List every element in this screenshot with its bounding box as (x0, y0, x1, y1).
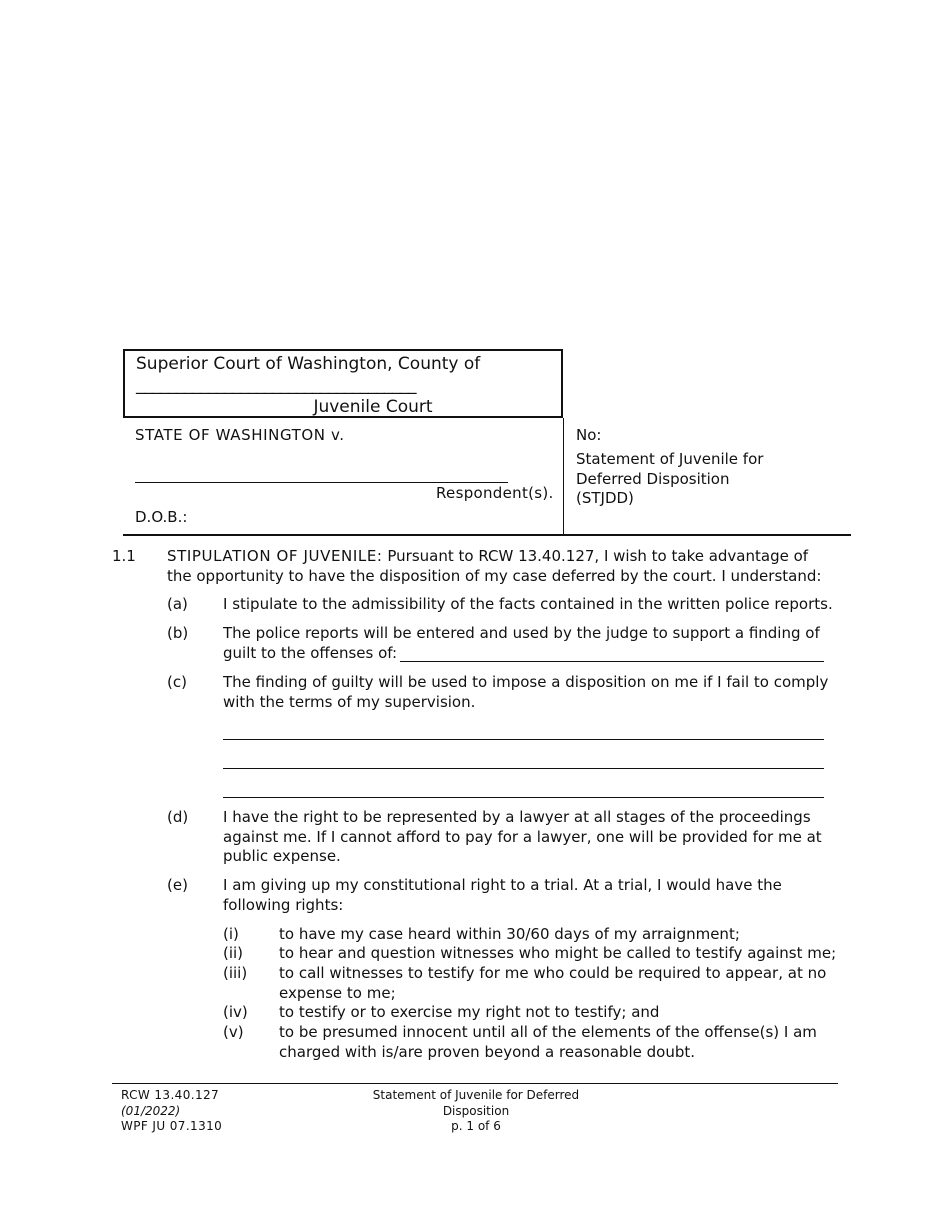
item-label: (e) (167, 876, 188, 894)
item-text-line: with the terms of my supervision. (223, 692, 476, 711)
right-text-line: to call witnesses to testify for me who could be required to appear, at no (279, 964, 827, 982)
section-intro (167, 547, 847, 586)
right-text: to testify or to exercise my right not to testify; and (279, 1003, 660, 1021)
item-text-line: The police reports will be entered and used by the judge to support a finding of (223, 624, 820, 642)
item-text-line: The finding of guilty will be used to impose a disposition on me if I fail to comply (223, 673, 829, 691)
state-line: STATE OF WASHINGTON v. (135, 426, 345, 444)
section-number: 1.1 (112, 547, 136, 565)
item-label: (d) (167, 808, 189, 826)
offenses-blank-line[interactable] (400, 661, 824, 662)
court-caption-box (123, 349, 563, 418)
section-intro-line-2: the opportunity to have the disposition of my case deferred by the court. I understand: (167, 566, 822, 585)
respondent-label: Respondent(s). (436, 484, 554, 502)
right-text: to have my case heard within 30/60 days of my arraignment; (279, 925, 740, 943)
right-text: to hear and question witnesses who might be called to testify against me; (279, 944, 837, 962)
footer-center (336, 1088, 616, 1135)
footer-form-id: WPF JU 07.1310 (121, 1119, 223, 1133)
right-label: (iv) (223, 1003, 248, 1021)
footer-rcw: RCW 13.40.127 (121, 1088, 220, 1102)
document-title-line-1: Statement of Juvenile for (576, 450, 764, 468)
court-division: Juvenile Court (313, 397, 433, 417)
caption-bottom-rule (123, 534, 851, 536)
footer-left (121, 1088, 222, 1135)
footer-title-line-1: Statement of Juvenile for Deferred (372, 1088, 580, 1102)
document-title-block (576, 450, 763, 509)
item-text-line: public expense. (223, 847, 341, 866)
right-label: (i) (223, 925, 239, 943)
item-text-line: I am giving up my constitutional right to a trial. At a trial, I would have the (223, 876, 782, 894)
item-label: (a) (167, 595, 188, 613)
supervision-blank-line-1[interactable] (223, 739, 824, 740)
right-text-line: charged with is/are proven beyond a reasonable doubt. (279, 1042, 696, 1061)
item-label: (b) (167, 624, 189, 642)
case-number-label: No: (576, 426, 602, 444)
item-label: (c) (167, 673, 187, 691)
document-title-line-2: Deferred Disposition (576, 469, 730, 488)
county-blank[interactable]: ___________________________________ (136, 375, 416, 395)
section-heading: STIPULATION OF JUVENILE: (167, 547, 383, 565)
footer-page-number: p. 1 of 6 (451, 1119, 501, 1133)
right-label: (v) (223, 1023, 244, 1041)
court-name: Superior Court of Washington, County of (136, 354, 481, 374)
item-text-line: I have the right to be represented by a lawyer at all stages of the proceedings (223, 808, 811, 826)
item-text (223, 808, 822, 867)
item-text-line: against me. If I cannot afford to pay for a lawyer, one will be provided for me at (223, 827, 822, 846)
right-text (279, 964, 826, 1003)
item-text (223, 876, 782, 915)
item-text (223, 624, 820, 663)
right-label: (ii) (223, 944, 244, 962)
dob-label: D.O.B.: (135, 508, 188, 526)
caption-divider (563, 418, 564, 534)
footer-date: (01/2022) (121, 1103, 181, 1118)
right-label: (iii) (223, 964, 248, 982)
right-text-line: to be presumed innocent until all of the elements of the offense(s) I am (279, 1023, 817, 1041)
respondent-name-line[interactable] (135, 482, 508, 483)
item-text (223, 673, 828, 712)
footer-rule (112, 1083, 838, 1084)
item-text-line: guilt to the offenses of: (223, 643, 398, 662)
section-intro-line-1: Pursuant to RCW 13.40.127, I wish to take advantage of (387, 547, 809, 565)
right-text-line: expense to me; (279, 983, 396, 1002)
right-text (279, 1023, 817, 1062)
footer-title-line-2: Disposition (442, 1103, 510, 1118)
item-text-line: following rights: (223, 895, 344, 914)
supervision-blank-line-3[interactable] (223, 797, 824, 798)
item-text: I stipulate to the admissibility of the facts contained in the written police reports. (223, 595, 833, 613)
document-code: (STJDD) (576, 489, 634, 507)
supervision-blank-line-2[interactable] (223, 768, 824, 769)
